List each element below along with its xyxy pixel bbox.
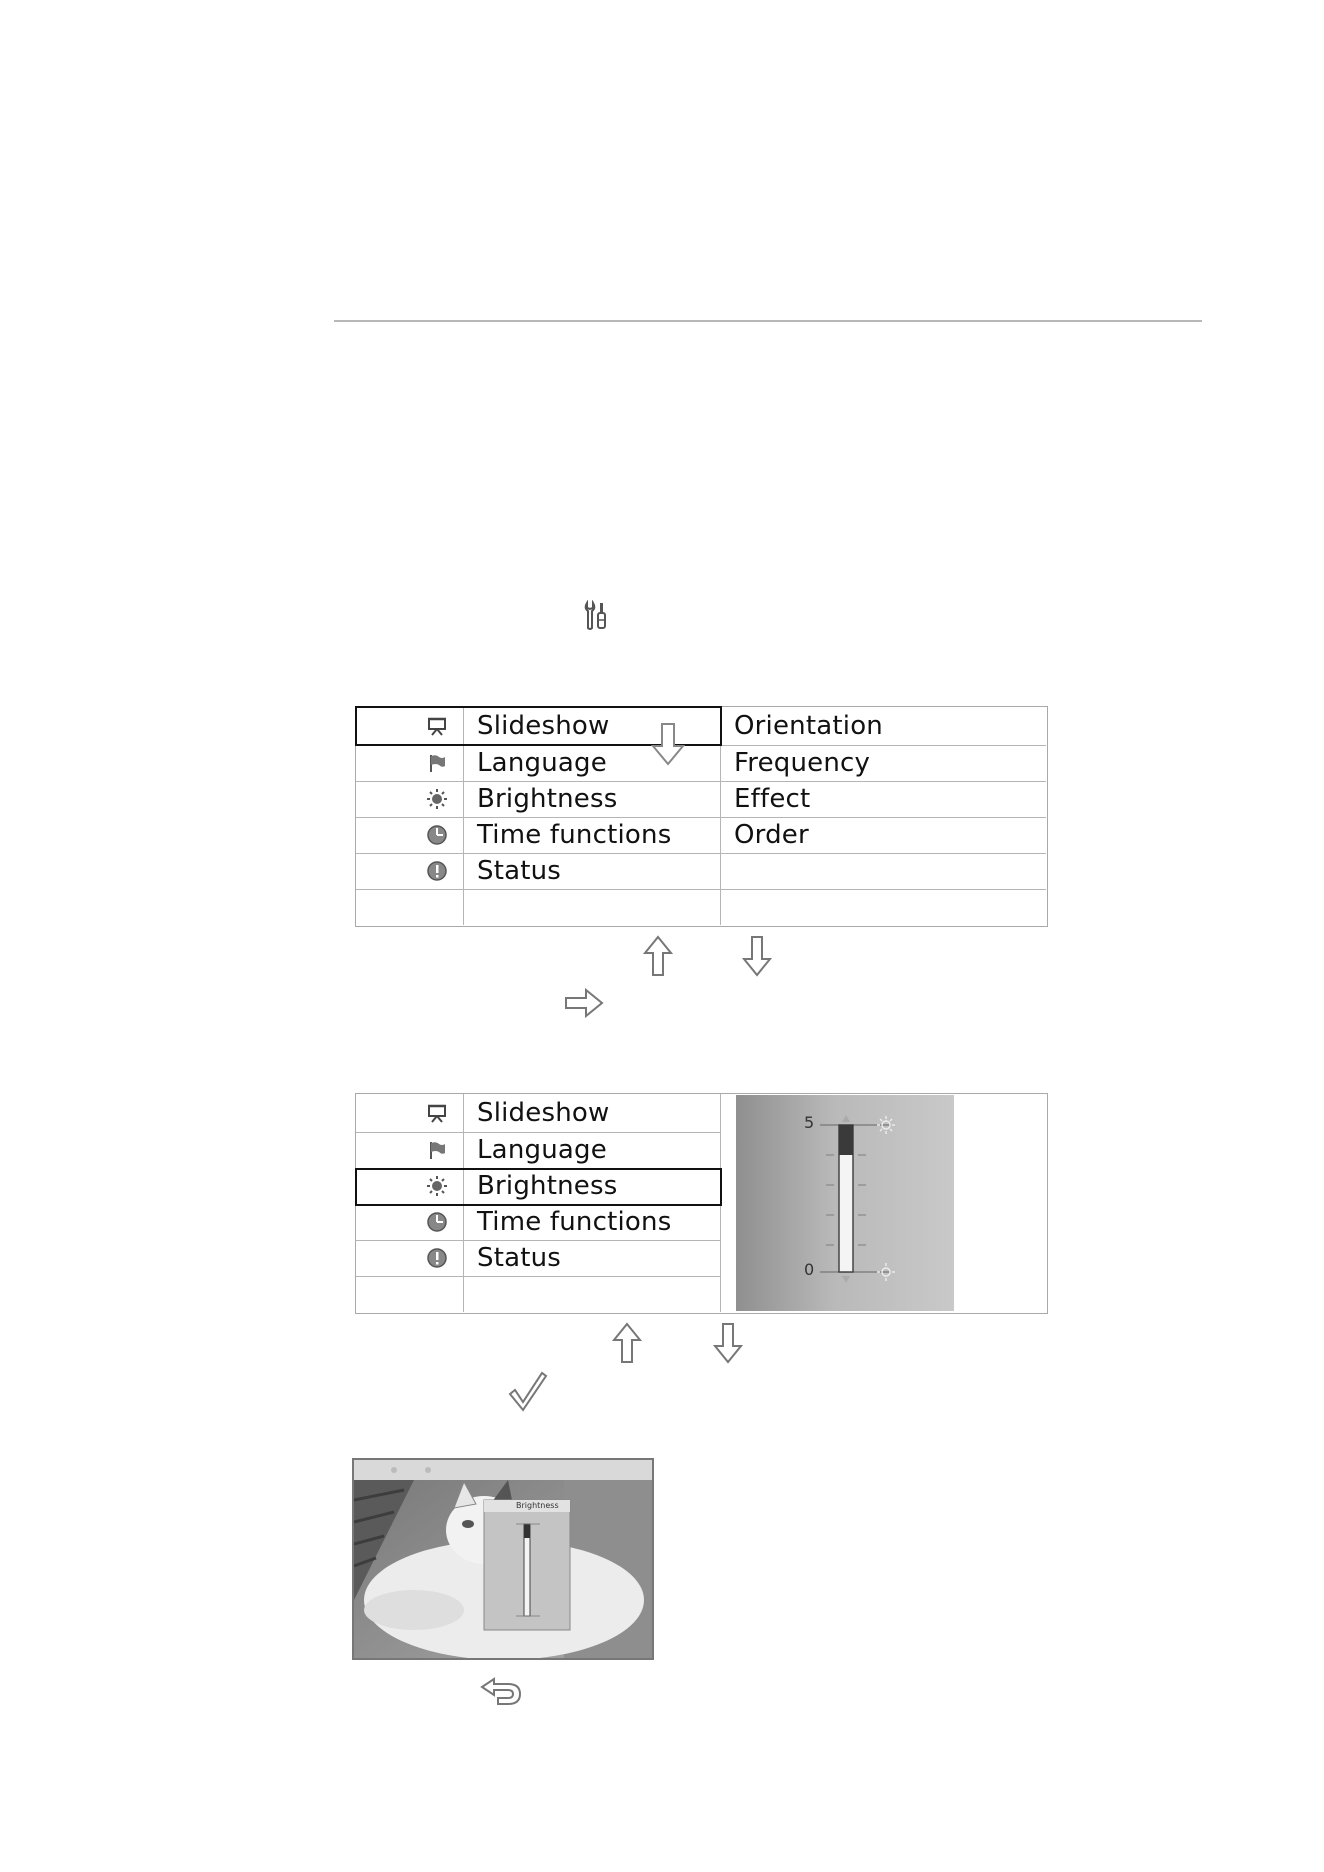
info-icon [426,860,448,882]
menu-item-slideshow[interactable] [356,1095,720,1131]
sun-icon [426,788,448,810]
section-divider [334,320,1202,322]
down-arrow-icon [713,1322,743,1364]
menu-item-label: Time functions [477,1207,672,1237]
menu-item-status[interactable] [356,1240,720,1276]
slideshow-icon [426,1102,448,1124]
menu-item-label: Time functions [477,820,672,850]
submenu-item-label[interactable]: Frequency [734,748,871,778]
menu-item-time-functions[interactable] [356,1204,720,1240]
submenu-item-label[interactable]: Orientation [734,711,883,741]
menu-item-language[interactable] [356,1132,720,1168]
up-arrow-icon [612,1322,642,1364]
selection-highlight [355,1168,722,1206]
menu-item-time-functions[interactable] [356,817,1046,853]
info-icon [426,1247,448,1269]
clock-icon [426,824,448,846]
menu-item-label: Brightness [477,784,618,814]
slider-max-label: 5 [804,1113,815,1132]
down-arrow-icon [651,722,685,766]
flag-icon [426,1139,448,1161]
flag-icon [426,752,448,774]
clock-icon [426,1211,448,1233]
slider-track-fill [839,1125,853,1155]
menu-item-label: Status [477,1243,562,1273]
settings-tools-icon [582,600,612,632]
submenu-item-label[interactable]: Order [734,820,809,850]
brightness-slider[interactable] [736,1095,954,1311]
menu-item-label: Language [477,748,607,778]
menu-item-language[interactable] [356,745,1046,781]
menu-item-label: Brightness [477,1171,618,1201]
popup-title: Brightness [516,1501,559,1510]
up-arrow-icon [643,935,673,977]
slider-min-label: 0 [804,1260,815,1279]
settings-menu-table [355,706,1048,927]
down-arrow-icon [742,935,772,977]
cat-photo-image [354,1460,652,1658]
check-icon [508,1370,548,1412]
submenu-item-label[interactable]: Effect [734,784,811,814]
menu-item-label: Slideshow [477,1098,610,1128]
menu-item-label: Status [477,856,562,886]
right-arrow-icon [564,988,604,1018]
photo-frame-preview [352,1458,654,1660]
menu-item-status[interactable] [356,853,1046,889]
brightness-slider-panel[interactable] [736,1095,954,1311]
menu-item-label: Language [477,1135,607,1165]
brightness-menu-table [355,1093,1048,1314]
back-arrow-icon [480,1677,522,1707]
menu-item-brightness[interactable] [356,781,1046,817]
menu-item-label: Slideshow [477,711,610,741]
